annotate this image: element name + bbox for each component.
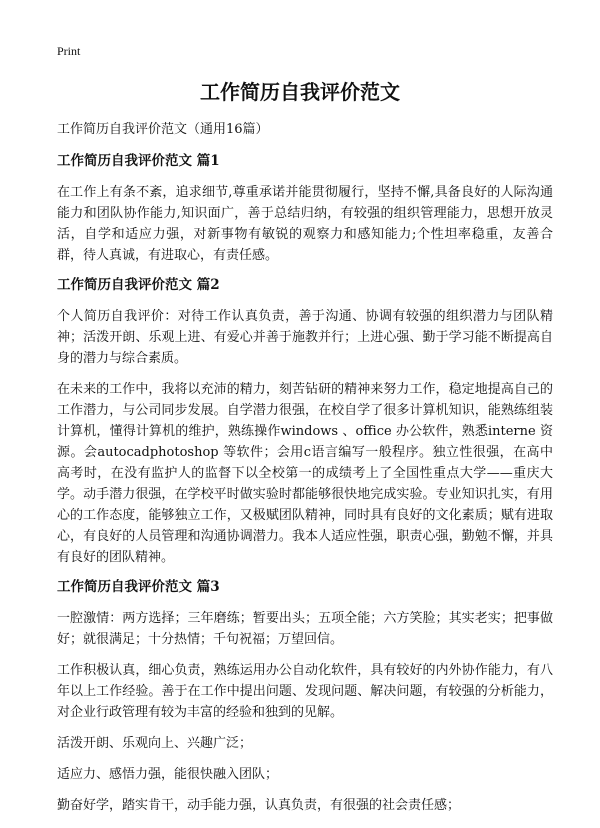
paragraph: 适应力、感悟力强，能很快融入团队； <box>57 767 279 782</box>
paragraph: 在未来的工作中，我将以充沛的精力，刻苦钻研的精神来努力工作，稳定地提高自己的工作潜力，与公司同步发展。自学潜力很强，在校自学了很多计算机知识，能熟练组装计算机，懂得计算机的维护，熟练操作windows 、office 办公软件，熟悉interne 资源。会autocadphotoshop 等软件；会用c语言编写一般程序。独立性很强，在高中高考时，在没有监护人的监督下以全校第一的成绩考上了全国性重点大学——重庆大学。动手潜力很强，在学校平时做实验时都能够很快地完成实验。专业知识扎实，有用心的工作态度，能够独立工作，又极赋团队精神，同时具有良好的文化素质；赋有进取心，有良好的人员管理和沟通协调潜力。我本人适应性强，职责心强，勤勉不懈，并具有良好的团队精神。 <box>57 382 553 565</box>
section-2 <box>57 276 553 568</box>
section-heading: 工作简历自我评价范文 篇2 <box>57 277 220 293</box>
document-subtitle: 工作简历自我评价范文（通用16篇） <box>57 122 269 137</box>
paragraph: 在工作上有条不紊，追求细节,尊重承诺并能贯彻履行，坚持不懈,具备良好的人际沟通能力和团队协作能力,知识面广，善于总结归纳，有较强的组织管理能力，思想开放灵活，自学和适应力强，对新事物有敏锐的观察力和感知能力;个性坦率稳重，友善合群，待人真诚，有进取心，有责任感。 <box>57 185 553 263</box>
section-heading: 工作简历自我评价范文 篇3 <box>57 579 220 595</box>
section-3 <box>57 578 553 816</box>
section-1 <box>57 152 553 266</box>
document-body <box>57 120 553 826</box>
document-title: 工作简历自我评价范文 <box>200 80 400 104</box>
paragraph: 活泼开朗、乐观向上、兴趣广泛； <box>57 736 253 751</box>
section-heading: 工作简历自我评价范文 篇1 <box>57 153 220 169</box>
paragraph: 工作积极认真，细心负责，熟练运用办公自动化软件，具有较好的内外协作能力，有八年以上工作经验。善于在工作中提出问题、发现问题、解决问题，有较强的分析能力，对企业行政管理有较为丰富的经验和独到的见解。 <box>57 663 553 720</box>
print-label: Print <box>57 44 81 58</box>
paragraph: 个人简历自我评价：对待工作认真负责，善于沟通、协调有较强的组织潜力与团队精神；活泼开朗、乐观上进、有爱心并善于施教并行；上进心强、勤于学习能不断提高自身的潜力与综合素质。 <box>57 309 553 366</box>
paragraph: 勤奋好学，踏实肯干，动手能力强，认真负责，有很强的社会责任感； <box>57 798 461 813</box>
paragraph: 一腔激情：两方选择；三年磨练；暂要出头；五项全能；六方笑脸；其实老实；把事做好；就很满足；十分热情；千句祝福；万望回信。 <box>57 611 553 647</box>
